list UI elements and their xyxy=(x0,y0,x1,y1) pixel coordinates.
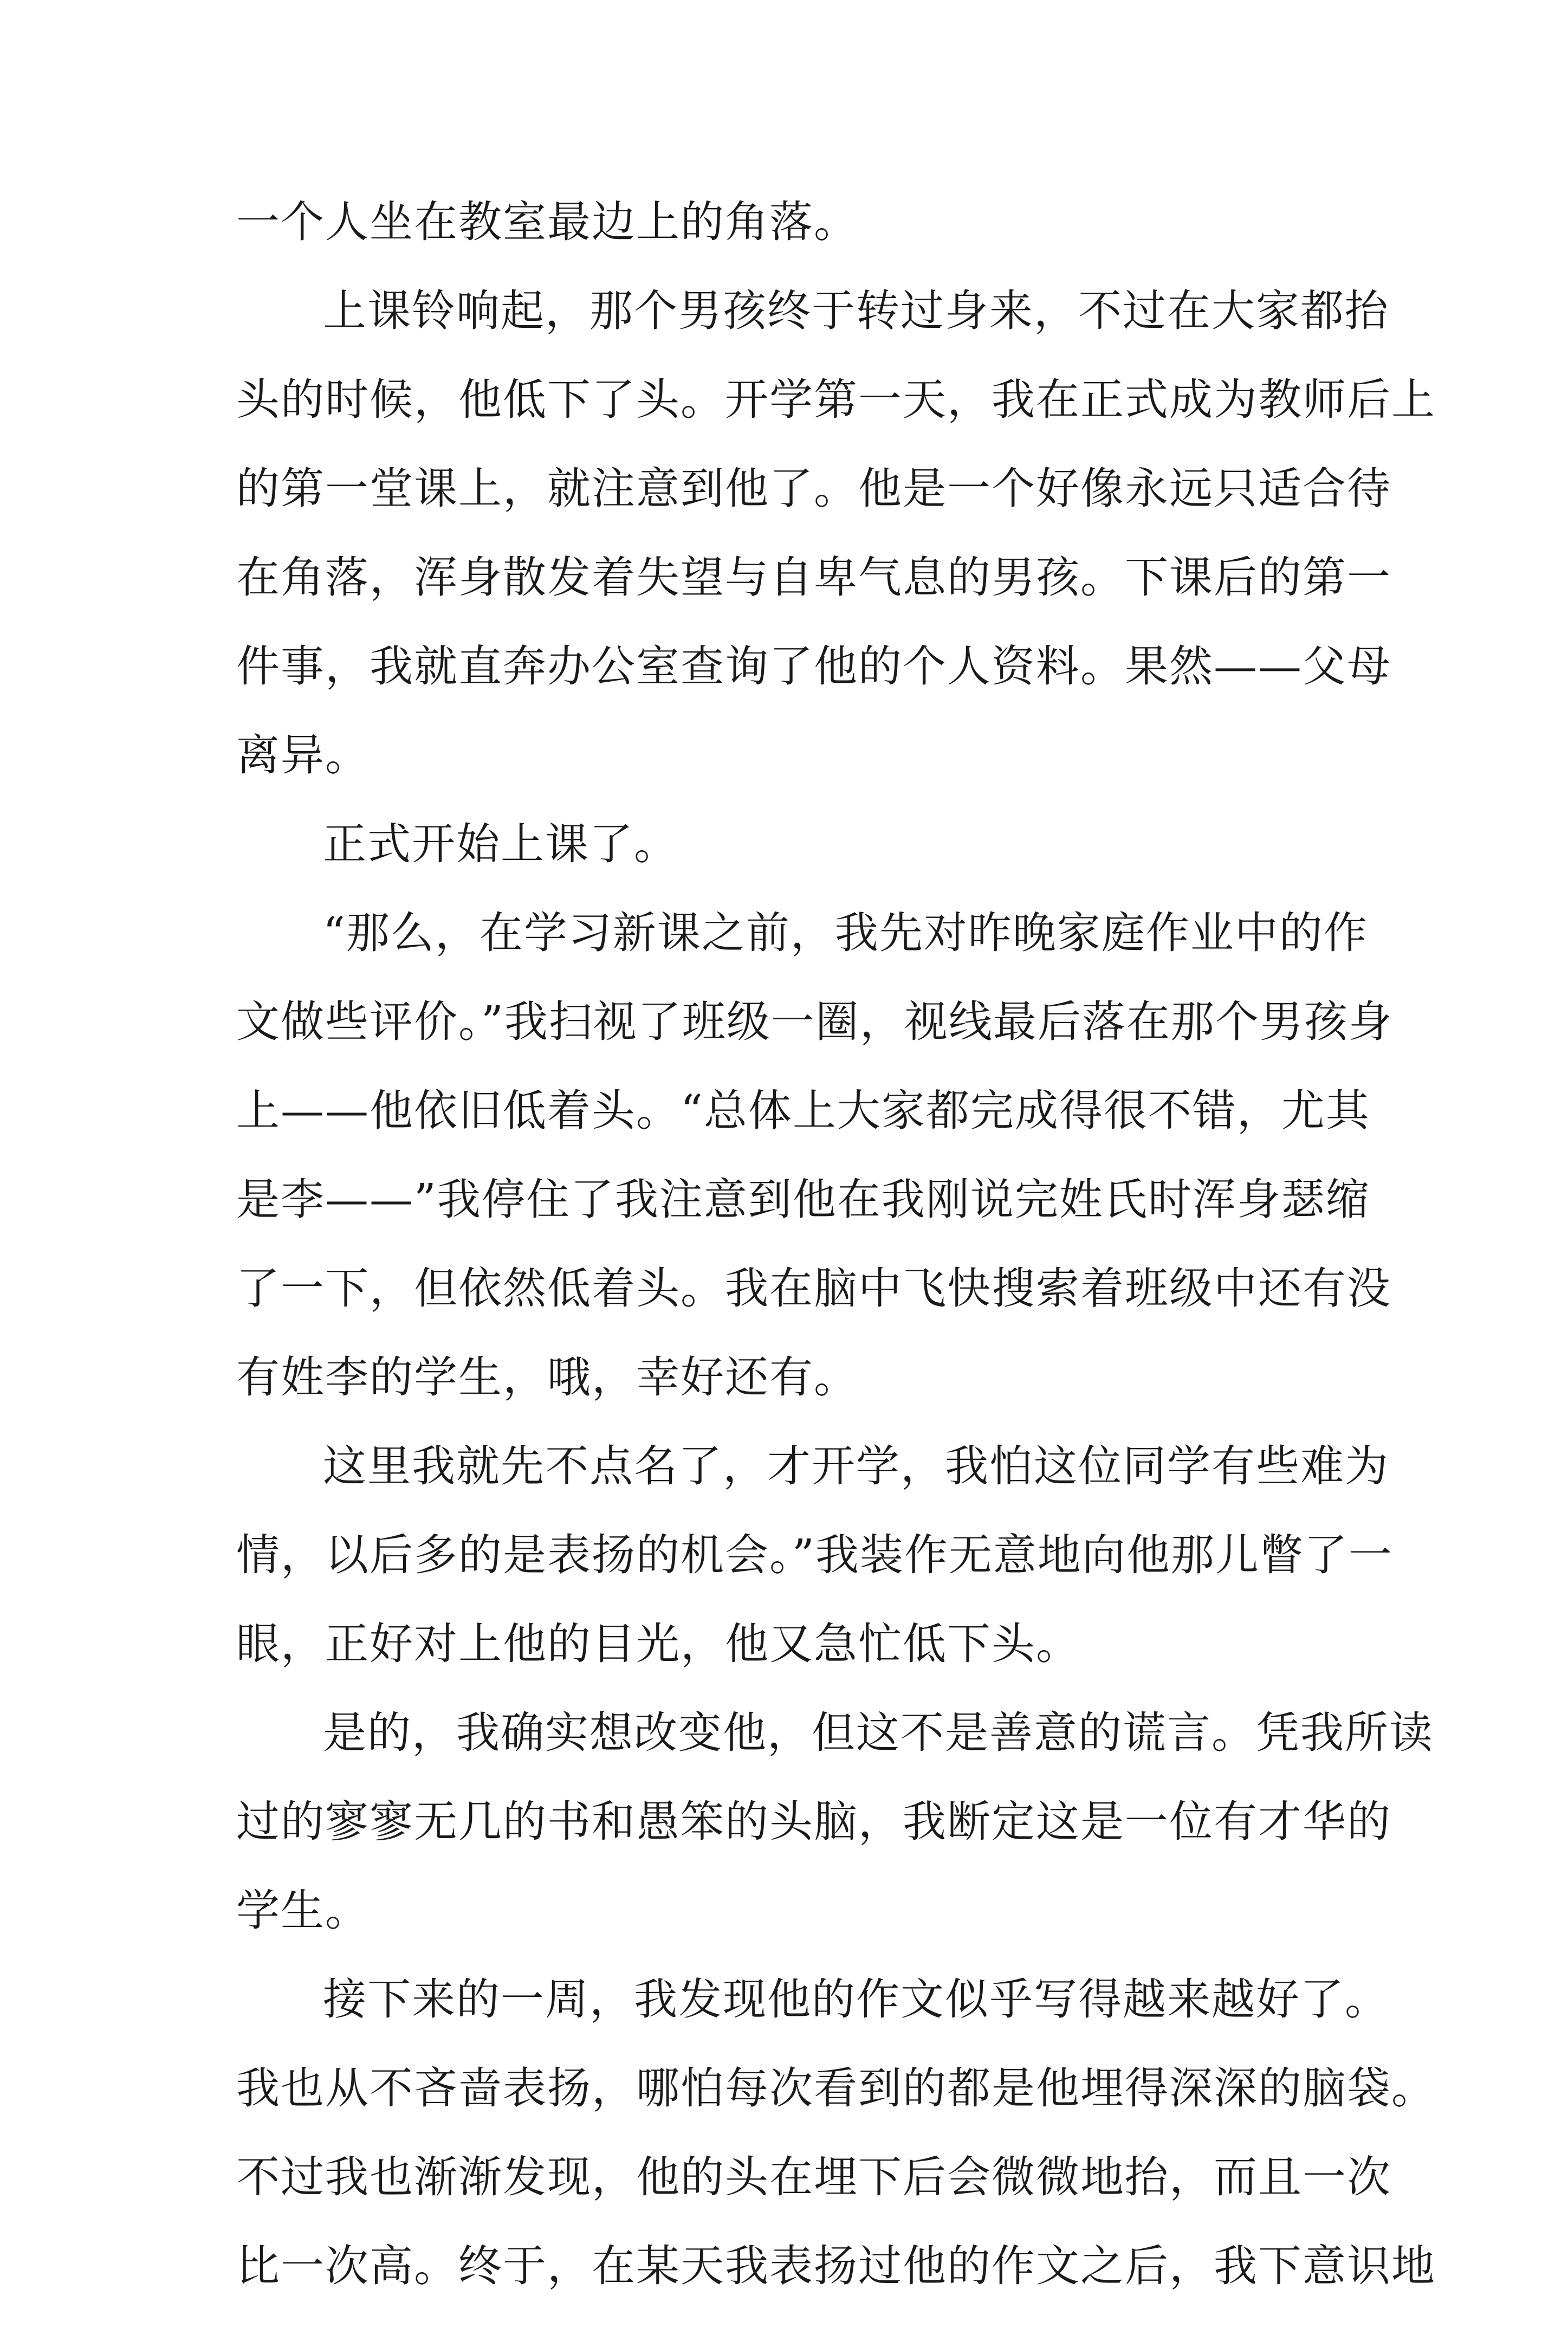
paragraph-start-line: 这里我就先不点名了，才开学，我怕这位同学有些难为 xyxy=(323,1441,1389,1491)
text-line: 文做些评价。”我扫视了班级一圈，视线最后落在那个男孩身 xyxy=(236,997,1393,1047)
text-line: 比一次高。终于，在某天我表扬过他的作文之后，我下意识地 xyxy=(236,2241,1436,2291)
text-line: 是李——”我停住了我注意到他在我刚说完姓氏时浑身瑟缩 xyxy=(236,1174,1370,1225)
text-line: 情，以后多的是表扬的机会。”我装作无意地向他那儿瞥了一 xyxy=(236,1530,1393,1580)
document-body xyxy=(236,195,1436,2328)
paragraph-start-line: “那么，在学习新课之前，我先对昨晚家庭作业中的作 xyxy=(323,908,1368,958)
text-line: 眼，正好对上他的目光，他又急忙低下头。 xyxy=(236,1619,1080,1669)
text-line: 在角落，浑身散发着失望与自卑气息的男孩。下课后的第一 xyxy=(236,552,1391,603)
text-line: 头的时候，他低下了头。开学第一天，我在正式成为教师后上 xyxy=(236,374,1436,425)
text-line: 不过我也渐渐发现，他的头在埋下后会微微地抬，而且一次 xyxy=(236,2152,1391,2202)
text-line: 了一下，但依然低着头。我在脑中飞快搜索着班级中还有没 xyxy=(236,1263,1391,1314)
paragraph-start-line: 上课铃响起，那个男孩终于转过身来，不过在大家都抬 xyxy=(323,286,1389,336)
text-line: 上——他依旧低着头。“总体上大家都完成得很不错，尤其 xyxy=(236,1085,1370,1136)
text-line: 件事，我就直奔办公室查询了他的个人资料。果然——父母 xyxy=(236,641,1391,691)
paragraph-start-line: 接下来的一周，我发现他的作文似乎写得越来越好了。 xyxy=(323,1974,1389,2025)
text-line: 的第一堂课上，就注意到他了。他是一个好像永远只适合待 xyxy=(236,463,1391,514)
text-line: 学生。 xyxy=(236,1885,370,1936)
paragraph-start-line: 正式开始上课了。 xyxy=(323,819,678,869)
text-line: 有姓李的学生，哦，幸好还有。 xyxy=(236,1352,858,1402)
text-line: 离异。 xyxy=(236,730,370,780)
text-line: 一个人坐在教室最边上的角落。 xyxy=(236,197,858,247)
text-line: 我也从不吝啬表扬，哪怕每次看到的都是他埋得深深的脑袋。 xyxy=(236,2063,1436,2113)
text-line: 过的寥寥无几的书和愚笨的头脑，我断定这是一位有才华的 xyxy=(236,1796,1391,1847)
paragraph-start-line: 是的，我确实想改变他，但这不是善意的谎言。凭我所读 xyxy=(323,1708,1434,1758)
